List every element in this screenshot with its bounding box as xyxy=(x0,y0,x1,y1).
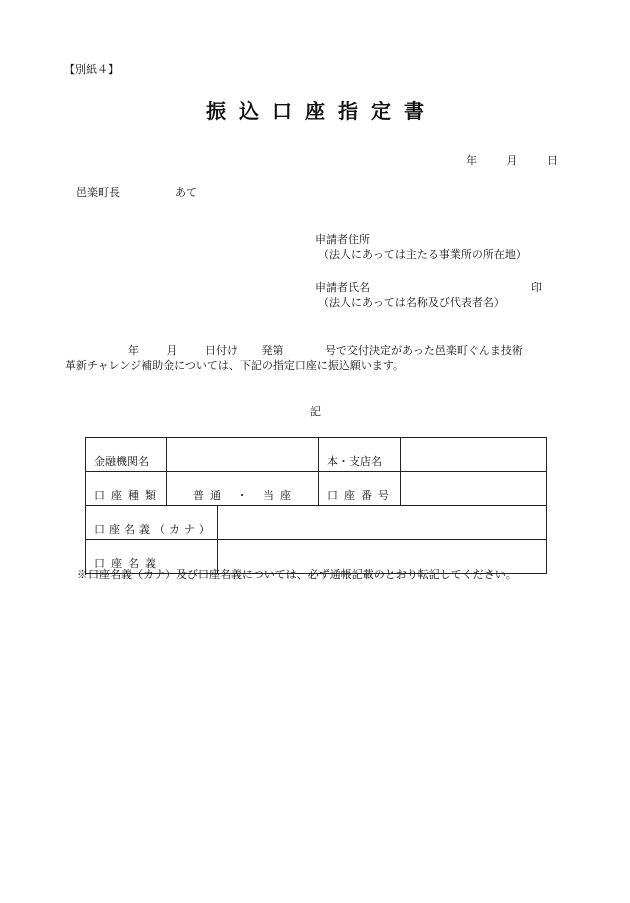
applicant-address-note: （法人にあっては主たる事業所の所在地） xyxy=(318,248,527,261)
date-year: 年 xyxy=(466,154,477,167)
branch-name-field[interactable] xyxy=(401,438,547,472)
applicant-name-note: （法人にあっては名称及び代表者名） xyxy=(318,296,505,309)
body-rest: 号で交付決定があった邑楽町ぐんま技術 xyxy=(325,344,523,357)
branch-name-label: 本・支店名 xyxy=(319,438,401,472)
date-line xyxy=(466,154,558,168)
account-number-label: 口座番号 xyxy=(319,472,401,506)
body-year: 年 xyxy=(128,344,139,357)
account-holder-label: 口座名義 xyxy=(86,540,218,574)
addressee-suffix: あて xyxy=(175,186,197,199)
bank-name-label: 金融機関名 xyxy=(86,438,167,472)
date-month: 月 xyxy=(506,154,518,167)
account-holder-kana-field[interactable] xyxy=(218,506,547,540)
applicant-address-label: 申請者住所 xyxy=(315,233,370,246)
body-month: 月 xyxy=(166,344,178,357)
ki-heading: 記 xyxy=(310,405,321,418)
account-number-field[interactable] xyxy=(401,472,547,506)
addressee-name: 邑楽町長 xyxy=(76,186,120,199)
table-row xyxy=(86,438,547,472)
account-table xyxy=(85,437,547,574)
addressee xyxy=(76,186,197,200)
bank-name-field[interactable] xyxy=(167,438,319,472)
applicant-name-label: 申請者氏名 xyxy=(315,281,370,294)
table-row xyxy=(86,472,547,506)
table-row xyxy=(86,506,547,540)
body-line-2: 革新チャレンジ補助金については、下記の指定口座に振込願います。 xyxy=(65,359,405,372)
body-issue-no: 発第 xyxy=(261,344,284,357)
account-holder-kana-label: 口座名義（カナ） xyxy=(86,506,218,540)
account-type-label: 口座種類 xyxy=(86,472,167,506)
body-line-1 xyxy=(128,344,523,358)
attachment-label: 【別紙４】 xyxy=(64,63,119,76)
footnote: ※口座名義（カナ）及び口座名義については、必ず通帳記載のとおり転記してください。 xyxy=(77,568,517,581)
document-title: 振込口座指定書 xyxy=(206,99,437,123)
body-dated: 日付け xyxy=(205,344,238,357)
seal-mark: 印 xyxy=(531,281,542,294)
account-type-value[interactable]: 普通 ・ 当座 xyxy=(167,472,319,506)
date-day: 日 xyxy=(547,154,558,167)
